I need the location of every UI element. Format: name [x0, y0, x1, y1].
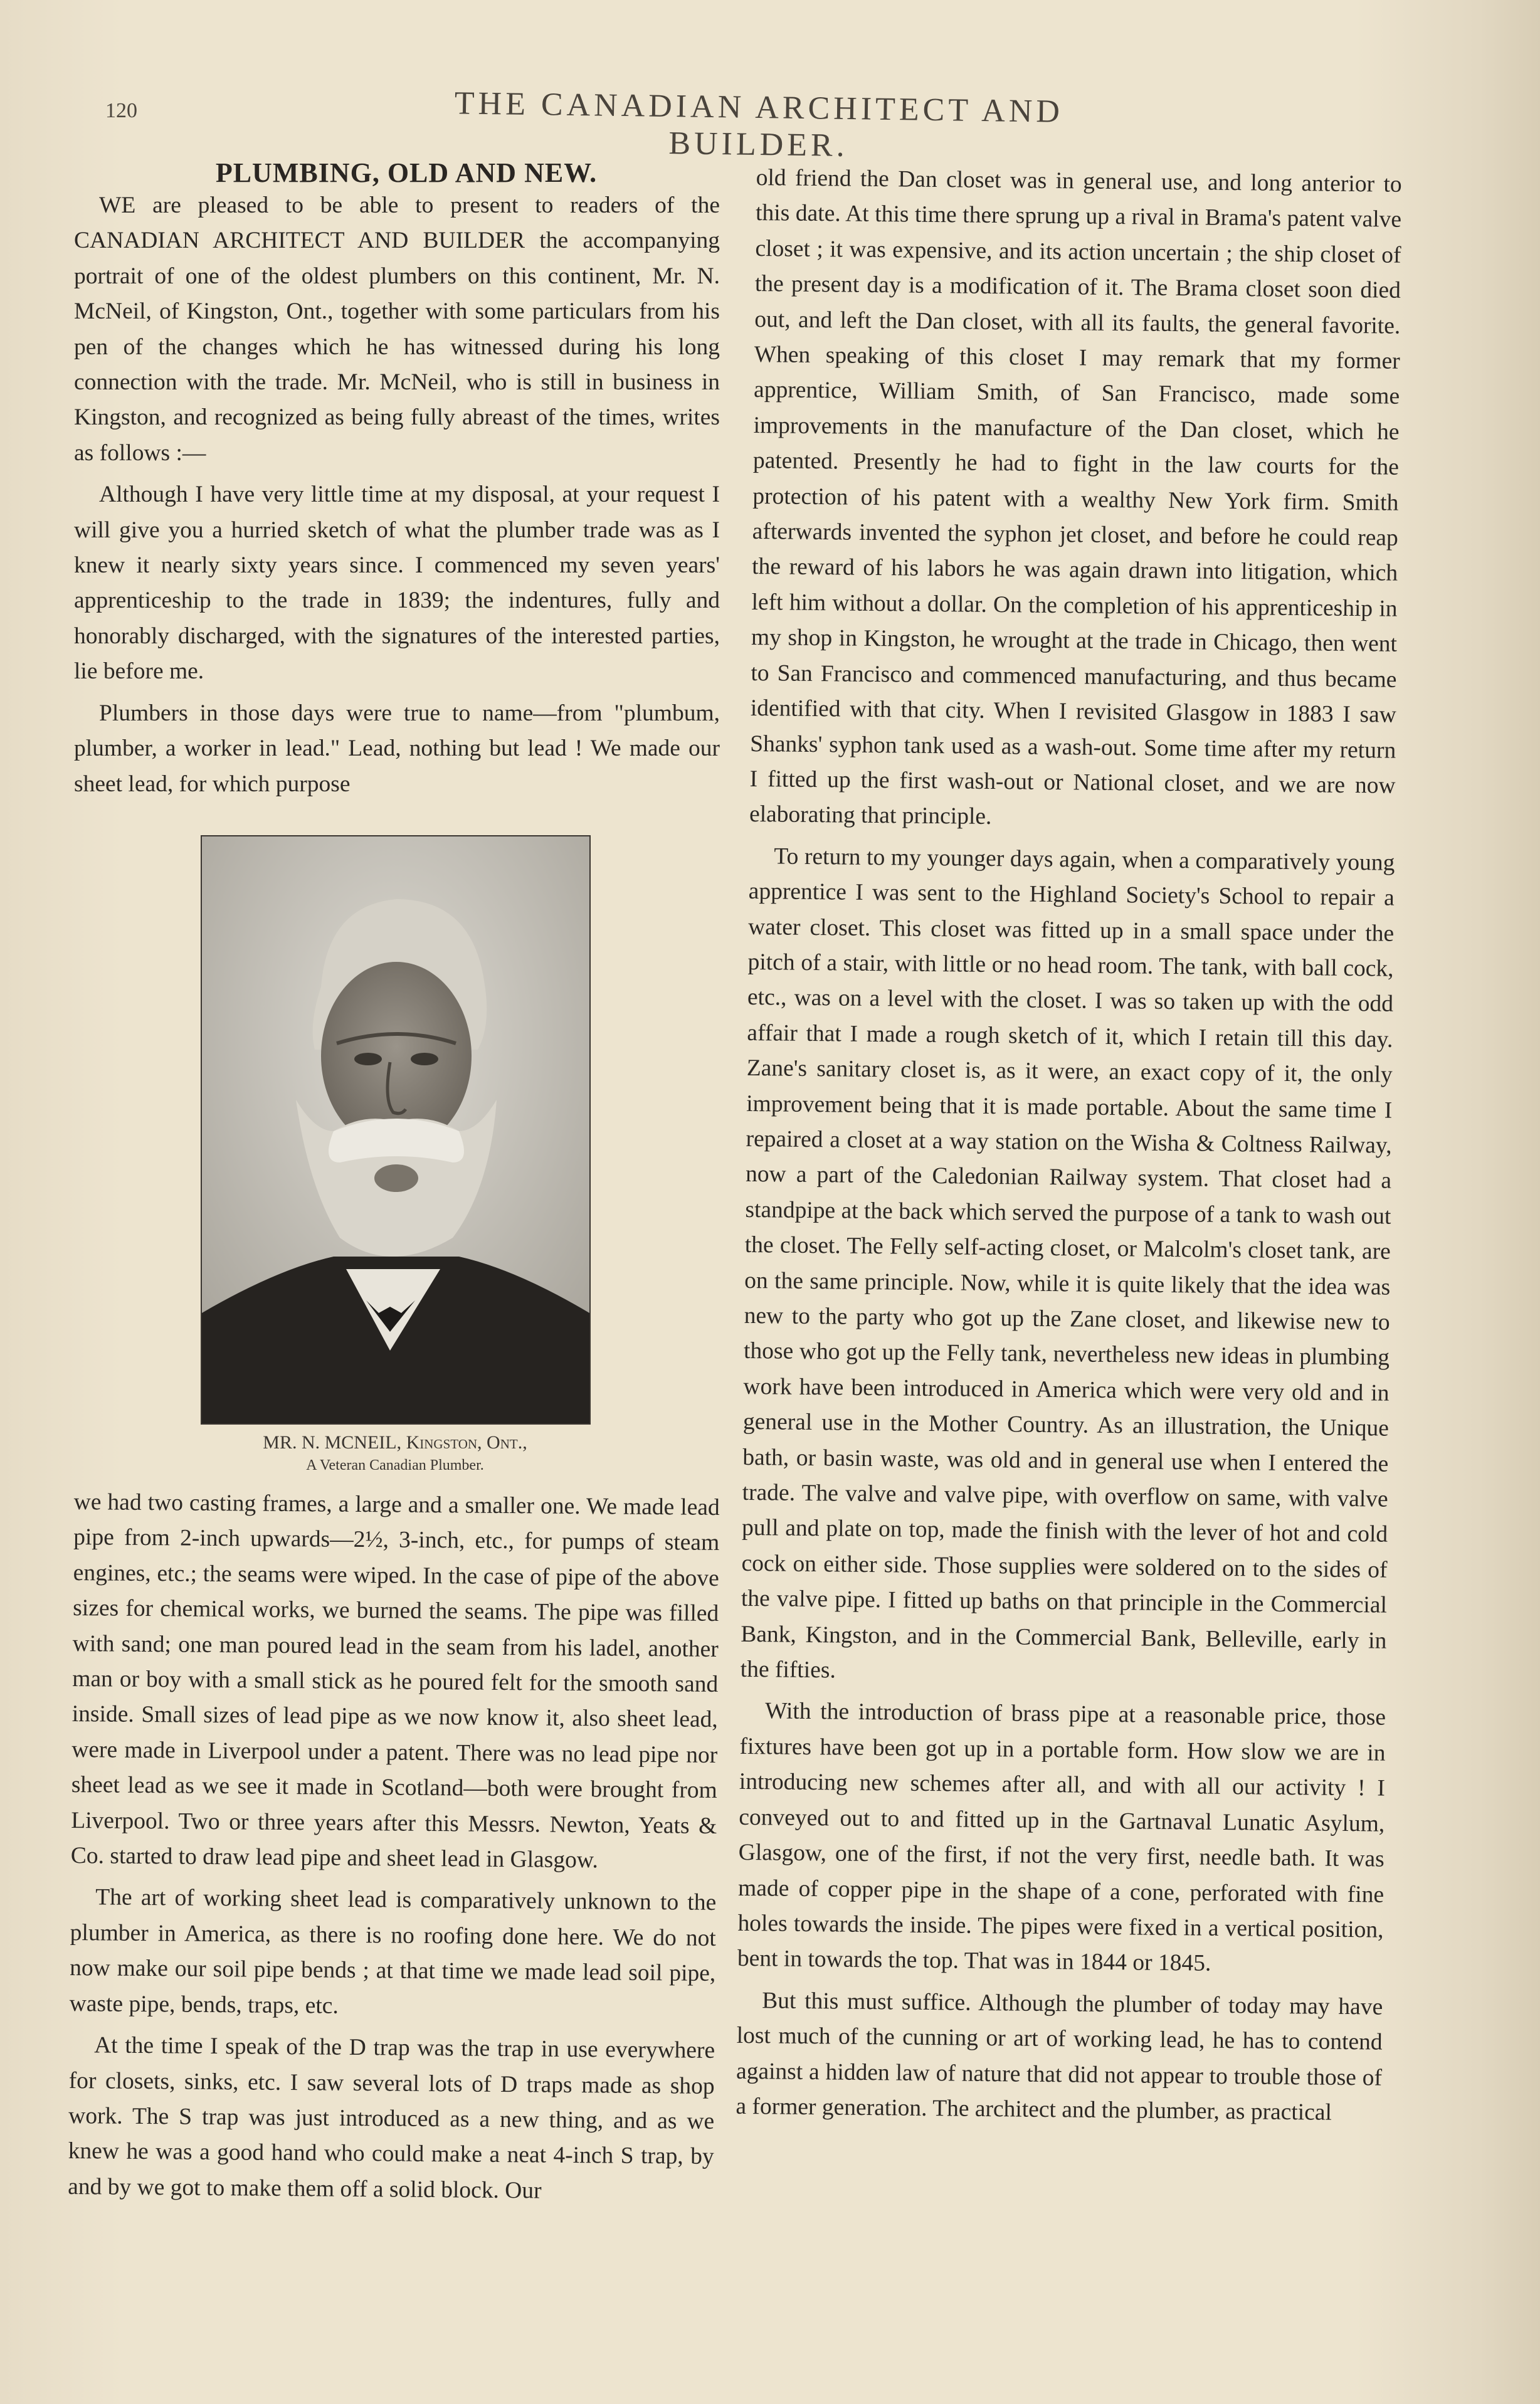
paragraph: To return to my younger days again, when a comparatively young apprentice I was sent to the Highland Society's School to repair a water closet. This closet was fitted up in a small space under the pitch of a stair, with little or no head room. The tank, with ball cock, etc., was on a level with the closet. I was so taken up with the odd affair that I made a rough sketch of it, which I retain till this day. Zane's sanitary closet is, as it were, an exact copy of it, the only improvement being that it is made portable. About the same time I repaired a closet at a way station on the Wisha & Coltness Railway, now a part of the Caledonian Railway system. That closet had a standpipe at the back which served the purpose of a tank to wash out the closet. The Felly self-acting closet, or Malcolm's closet tank, are on the same principle. Now, while it is quite likely that the idea was new to the party who got up the Zane closet, and likewise new to those who got up the Felly tank, nevertheless new ideas in plumbing work have been introduced in America which were very old and in general use in the Mother Country. As an illustration, the Unique bath, or basin waste, was old and in general use when I entered the trade. The valve and valve pipe, with overflow on same, with valve pull and plate on top, made the finish with the lever of hot and cold cock on either side. Those supplies were soldered on to the sides of the valve pipe. I fitted up baths on that principle in the Commercial Bank, Kingston, and in the Commercial Bank, Belleville, early in the fifties.	[740, 843, 1395, 1684]
left-column-top	[74, 188, 720, 802]
caption-subtitle: A Veteran Canadian Plumber.	[306, 1457, 484, 1474]
paragraph: But this must suffice. Although the plumber of today may have lost much of the cunning or art of working lead, he has to contend against a hidden law of nature that did not appear to trouble those of a former generation. The architect and the plumber, as practical	[736, 1987, 1383, 2126]
paragraph: WE are pleased to be able to present to readers of the CANADIAN ARCHITECT AND BUILDER the accompanying portrait of one of the oldest plumbers on this continent, Mr. N. McNeil, of Kingston, Ont., together with some particulars from his pen of the changes which he has witnessed during his long connection with the trade. Mr. McNeil, who is still in business in Kingston, and recognized as being fully abreast of the times, writes as follows :—	[74, 192, 720, 466]
left-column-bottom	[68, 1485, 720, 2210]
paragraph: The art of working sheet lead is comparatively unknown to the plumber in America, as there is no roofing done here. We do not now make our soil pipe bends ; at that time we made lead soil pipe, waste pipe, bends, traps, etc.	[69, 1884, 717, 2019]
right-column	[736, 161, 1402, 2131]
portrait-illustration	[202, 836, 589, 1423]
paragraph: we had two casting frames, a large and a smaller one. We made lead pipe from 2-inch upwards—2½, 3-inch, etc., for pumps of steam engines, etc.; the seams were wiped. In the case of pipe of the above sizes for chemical works, we burned the seams. The pipe was filled with sand; one man poured lead in the seam from his ladel, another man or boy with a small stick as he poured felt for the smooth sand inside. Small sizes of lead pipe as we now know it, also sheet lead, were made in Liverpool under a patent. There was no lead pipe nor sheet lead as we see it made in Scotland—both were brought from Liverpool. Two or three years after this Messrs. Newton, Yeats & Co. started to draw lead pipe and sheet lead in Glasgow.	[70, 1489, 720, 1874]
article-headline: PLUMBING, OLD AND NEW.	[215, 157, 598, 188]
paragraph: Plumbers in those days were true to name—from "plumbum, plumber, a worker in lead." Lead, nothing but lead ! We made our sheet lead, for which purpose	[74, 700, 720, 797]
running-title: THE CANADIAN ARCHITECT AND BUILDER.	[454, 85, 1064, 164]
caption-name: MR. N. MCNEIL, Kingston, Ont.,	[263, 1432, 527, 1453]
paragraph: At the time I speak of the D trap was the trap in use everywhere for closets, sinks, etc. I saw several lots of D traps made as shop work. The S trap was just introduced as a new thing, and as we knew he was a good hand who could make a neat 4-inch S trap, by and by we got to make them off a solid block. Our	[68, 2032, 715, 2204]
portrait-photo	[201, 835, 591, 1425]
paragraph: old friend the Dan closet was in general use, and long anterior to this date. At this time there sprung up a rival in Brama's patent valve closet ; it was expensive, and its action uncertain ; the ship closet of the present day is a modification of it. The Brama closet soon died out, and left the Dan closet, with all its faults, the general favorite. When speaking of this closet I may remark that my former apprentice, William Smith, of San Francisco, made some improvements in the manufacture of the Dan closet, which he patented. Presently he had to fight in the law courts for the protection of his patent with a wealthy New York firm. Smith afterwards invented the syphon jet closet, and before he could reap the reward of his labors he was again drawn into litigation, which left him without a dollar. On the completion of his apprenticeship in my shop in Kingston, he wrought at the trade in Chicago, then went to San Francisco and commenced manufacturing, and thus became identified with that city. When I revisited Glasgow in 1883 I saw Shanks' syphon tank used as a wash-out. Some time after my return I fitted up the first wash-out or National closet, and we are now elaborating that principle.	[749, 164, 1402, 830]
portrait-caption	[188, 1431, 602, 1476]
page-number: 120	[105, 99, 137, 122]
paragraph: With the introduction of brass pipe at a reasonable price, those fixtures have been got up in a portable form. How slow we are in introducing new schemes after all, and with all our activity ! I conveyed out to and fitted up in the Gartnaval Lunatic Asylum, Glasgow, one of the first, if not the very first, needle bath. It was made of copper pipe in the shape of a cone, perforated with fine holes towards the inside. The pipes were fixed in a vertical position, bent in towards the top. That was in 1844 or 1845.	[737, 1698, 1386, 1977]
paragraph: Although I have very little time at my disposal, at your request I will give you a hurried sketch of what the plumber trade was as I knew it nearly sixty years since. I commenced my seven years' apprenticeship to the trade in 1839; the indentures, fully and honorably discharged, with the signatures of the interested parties, lie before me.	[74, 482, 720, 685]
